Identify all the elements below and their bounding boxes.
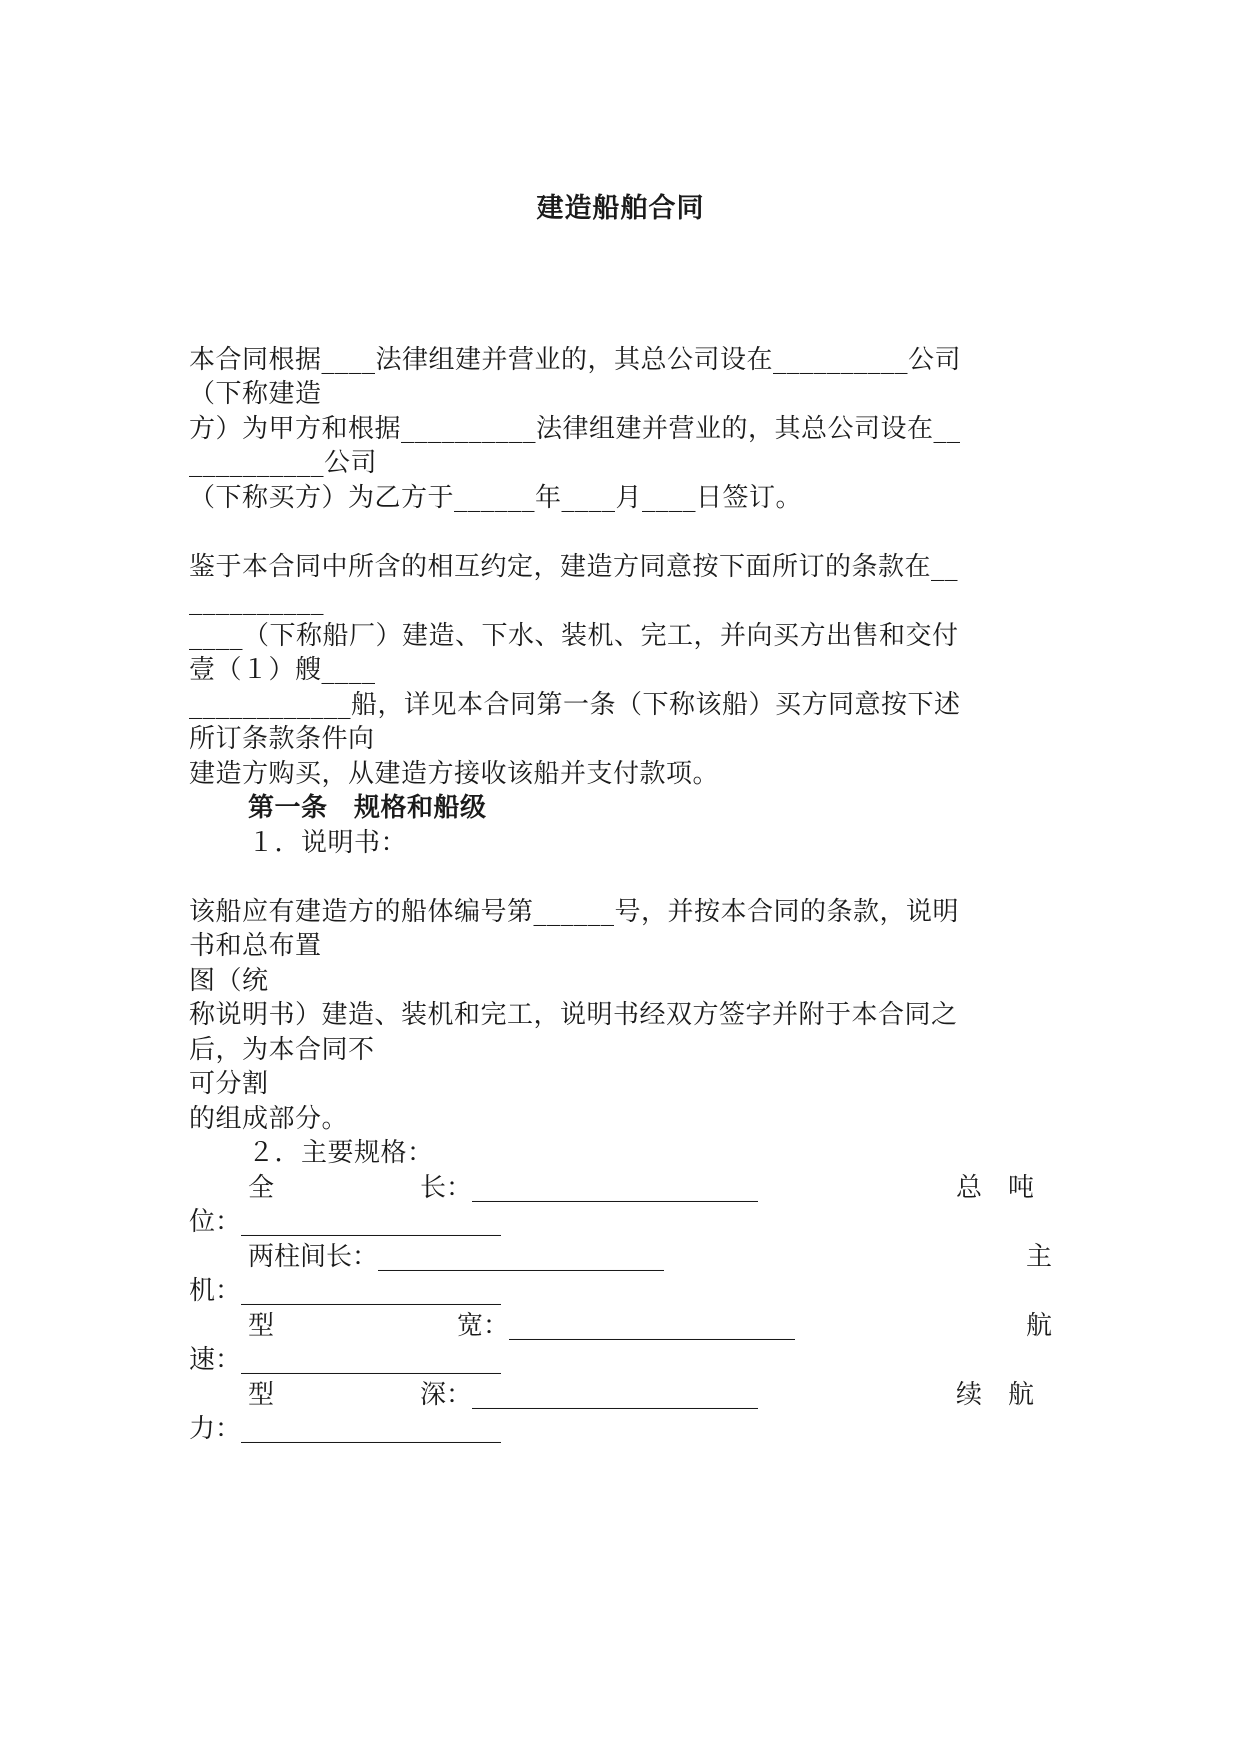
- spec-label: 全: [248, 1173, 275, 1203]
- spec-field: 深：______________________: [420, 1380, 759, 1410]
- paragraph-line: 所订条款条件向: [189, 724, 375, 754]
- paragraph-line: 建造方购买，从建造方接收该船并支付款项。: [189, 759, 720, 789]
- paragraph-line: __________公司: [189, 448, 378, 478]
- spec-field: 位：____________________: [189, 1207, 502, 1237]
- spec-field: 长：______________________: [420, 1173, 759, 1203]
- paragraph-line: 该船应有建造方的船体编号第______号，并按本合同的条款，说明: [189, 897, 960, 927]
- paragraph-line: 的组成部分。: [189, 1104, 349, 1134]
- document-title: 建造船舶合同: [536, 193, 705, 224]
- spec-label: 总 吨: [956, 1173, 1035, 1203]
- subsection-heading: ２．主要规格：: [248, 1138, 434, 1168]
- paragraph-line: 鉴于本合同中所含的相互约定，建造方同意按下面所订的条款在__: [189, 552, 959, 582]
- spec-label: 主: [1026, 1242, 1053, 1272]
- paragraph-line: ____（下称船厂）建造、下水、装机、完工，并向买方出售和交付: [189, 621, 959, 651]
- paragraph-line: 本合同根据____法律组建并营业的，其总公司设在__________公司: [189, 345, 962, 375]
- paragraph-line: 书和总布置: [189, 931, 322, 961]
- article-heading: 第一条 规格和船级: [248, 793, 487, 823]
- paragraph-line: ____________船，详见本合同第一条（下称该船）买方同意按下述: [189, 690, 961, 720]
- spec-field: 两柱间长：______________________: [248, 1242, 665, 1272]
- paragraph-line: 方）为甲方和根据__________法律组建并营业的，其总公司设在__: [189, 414, 961, 444]
- spec-label: 型: [248, 1380, 275, 1410]
- paragraph-line: __________: [189, 586, 324, 616]
- spec-field: 宽：______________________: [457, 1311, 796, 1341]
- spec-label: 型: [248, 1311, 275, 1341]
- paragraph-line: 壹（１）艘____: [189, 655, 376, 685]
- spec-label: 航: [1026, 1311, 1053, 1341]
- paragraph-line: 称说明书）建造、装机和完工，说明书经双方签字并附于本合同之: [189, 1000, 958, 1030]
- subsection-heading: １．说明书：: [248, 828, 408, 858]
- spec-field: 力：____________________: [189, 1414, 502, 1444]
- paragraph-line: （下称建造: [189, 379, 322, 409]
- spec-field: 速：____________________: [189, 1345, 502, 1375]
- paragraph-line: （下称买方）为乙方于______年____月____日签订。: [189, 483, 803, 513]
- paragraph-line: 图（统: [189, 966, 269, 996]
- paragraph-line: 后，为本合同不: [189, 1035, 375, 1065]
- spec-label: 续 航: [956, 1380, 1035, 1410]
- paragraph-line: 可分割: [189, 1069, 269, 1099]
- spec-field: 机：____________________: [189, 1276, 502, 1306]
